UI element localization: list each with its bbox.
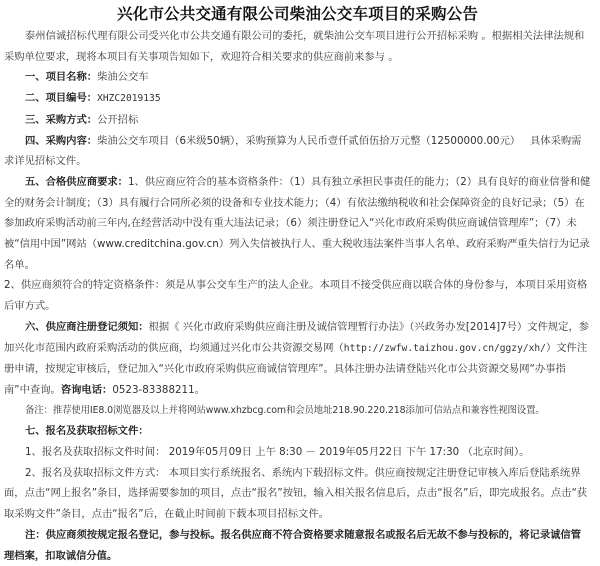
section-label: 四、采购内容： — [25, 134, 98, 147]
registration-time-label: 1、报名及获取招标文件时间： — [25, 446, 166, 459]
phone-label: 咨询电话： — [60, 383, 113, 396]
section-label: 一、项目名称： — [25, 71, 98, 84]
page-title: 兴化市公共交通有限公司柴油公交车项目的采购公告 — [116, 5, 479, 23]
section-label: 五、合格供应商要求： — [25, 175, 128, 188]
intro-paragraph: 泰州信诚招标代理有限公司受兴化市公共交通有限公司的委托，就柴油公交车项目进行公开招标采购 。根据相关法律法规和采购单位要求，现将本项目有关事项告知如下，欢迎符合相关要求的供应商前来参与 。 — [4, 30, 585, 63]
section-registration — [4, 317, 591, 401]
phone-end: 。 — [194, 383, 205, 396]
section-supplier-requirements — [4, 172, 591, 276]
phone-number: 0523-83388211 — [112, 383, 195, 396]
registration-time — [4, 442, 591, 463]
registration-time-value: 2019年05月09日 上午 8:30 － 2019年05月22日 下午 17:30 （北京时间）。 — [168, 446, 530, 459]
registration-url-link[interactable]: http://zwfw.taizhou.gov.cn/ggzy/xh/ — [343, 342, 546, 354]
procurement-content-note: 具体采购需求详见招标文件。 — [4, 134, 582, 168]
registration-text-b: ）文件注册申请，按规定审核后，登记加入“兴化市政府采购供应商诚信管理库”。具体注册办法请登陆兴化市公共资源交易网“办事指南”中查询。 — [4, 341, 588, 396]
section-label: 二、项目编号： — [25, 92, 98, 105]
registration-method: 2、报名及获取招标文件方式： 本项目实行系统报名、系统内下载招标文件。供应商按规定注册登记审核入库后登陆系统界面，点击“网上报名”条目，选择需要参加的项目，点击“报名”按钮，输入相关报名信息后，点击“报名”后，即完成报名。点击“获取采购文件”条目，点击“报名”后，在截止时间前下载本项目招标文件。 — [4, 466, 588, 521]
project-number-value: XHZC2019135 — [97, 93, 161, 105]
section-procurement-content — [4, 131, 591, 172]
section-project-name — [4, 67, 591, 88]
section-registration-docs: 七、报名及获取招标文件： — [25, 425, 149, 438]
specific-requirements-text: 2、供应商须符合的特定资格条件：须是从事公交车生产的法人企业。本项目不接受供应商以联合体的身份参与，本项目采用资格后审方式。 — [4, 279, 588, 313]
procurement-method-value: 公开招标 — [97, 113, 139, 126]
section-label: 三、采购方式： — [25, 113, 98, 126]
project-name-value: 柴油公交车 — [97, 71, 149, 84]
browser-note: 备注：推荐使用IE8.0浏览器及以上并将网站www.xhzbcg.com和会员地址218.90.220.218添加可信站点和兼容性视图设置。 — [25, 404, 545, 416]
registration-text-a: 根据《 兴化市政府采购供应商注册及诚信管理暂行办法》（兴政务办发[2014]7号）文件规定，参加兴化市范围内政府采购活动的供应商，均须通过兴化市公共资源交易网（ — [4, 320, 590, 354]
registration-notice: 注：供应商须按规定报名登记，参与投标。报名供应商不符合资格要求随意报名或报名后无故不参与投标的，将记录诚信管理档案，扣取诚信分值。 — [4, 528, 582, 562]
section-project-number — [4, 88, 591, 110]
section-label: 六、供应商注册登记须知： — [25, 320, 149, 333]
section-procurement-method — [4, 110, 591, 131]
procurement-content-text: 柴油公交车项目（6米级50辆），采购预算为人民币壹仟贰佰伍拾万元整（12500000.00元） — [97, 134, 521, 147]
basic-requirements-text: 1、供应商应符合的基本资格条件：（1）具有独立承担民事责任的能力；（2）具有良好的商业信誉和健全的财务会计制度；（3）具有履行合同所必须的设备和专业技术能力；（4）有依法缴纳税收和社会保障资金的良好记录；（5）在参加政府采购活动前三年内,在经营活动中没有重大违法记录；（6）须注册登记入“兴化市政府采购供应商诚信管理库”；（7）未被“信用中国”网站（www.creditchina.gov.cn）列入失信被执行人、重大税收违法案件当事人名单、政府采购严重失信行为记录名单。 — [4, 175, 591, 271]
